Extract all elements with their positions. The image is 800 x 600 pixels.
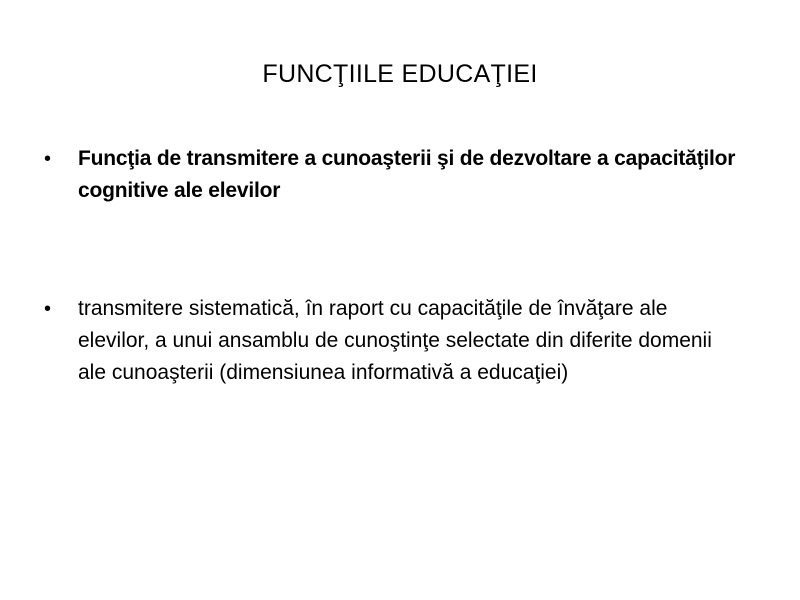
bullet-item-function-definition (44, 143, 764, 207)
bullet-text: Funcţia de transmitere a cunoaşterii şi de dezvoltare a capacităţilor cognitive ale elevilor (78, 147, 736, 202)
slide-title: FUNCŢIILE EDUCAŢIEI (262, 60, 538, 88)
bullet-marker: • (44, 148, 52, 170)
bullet-marker: • (44, 298, 52, 320)
bullet-text: transmitere sistematică, în raport cu capacităţile de învăţare ale elevilor, a unui ansamblu de cunoştinţe selectate din diferite domenii ale cunoaşterii (dimensiunea informativă a educaţiei) (78, 297, 712, 384)
bullet-item-function-description (44, 293, 764, 389)
